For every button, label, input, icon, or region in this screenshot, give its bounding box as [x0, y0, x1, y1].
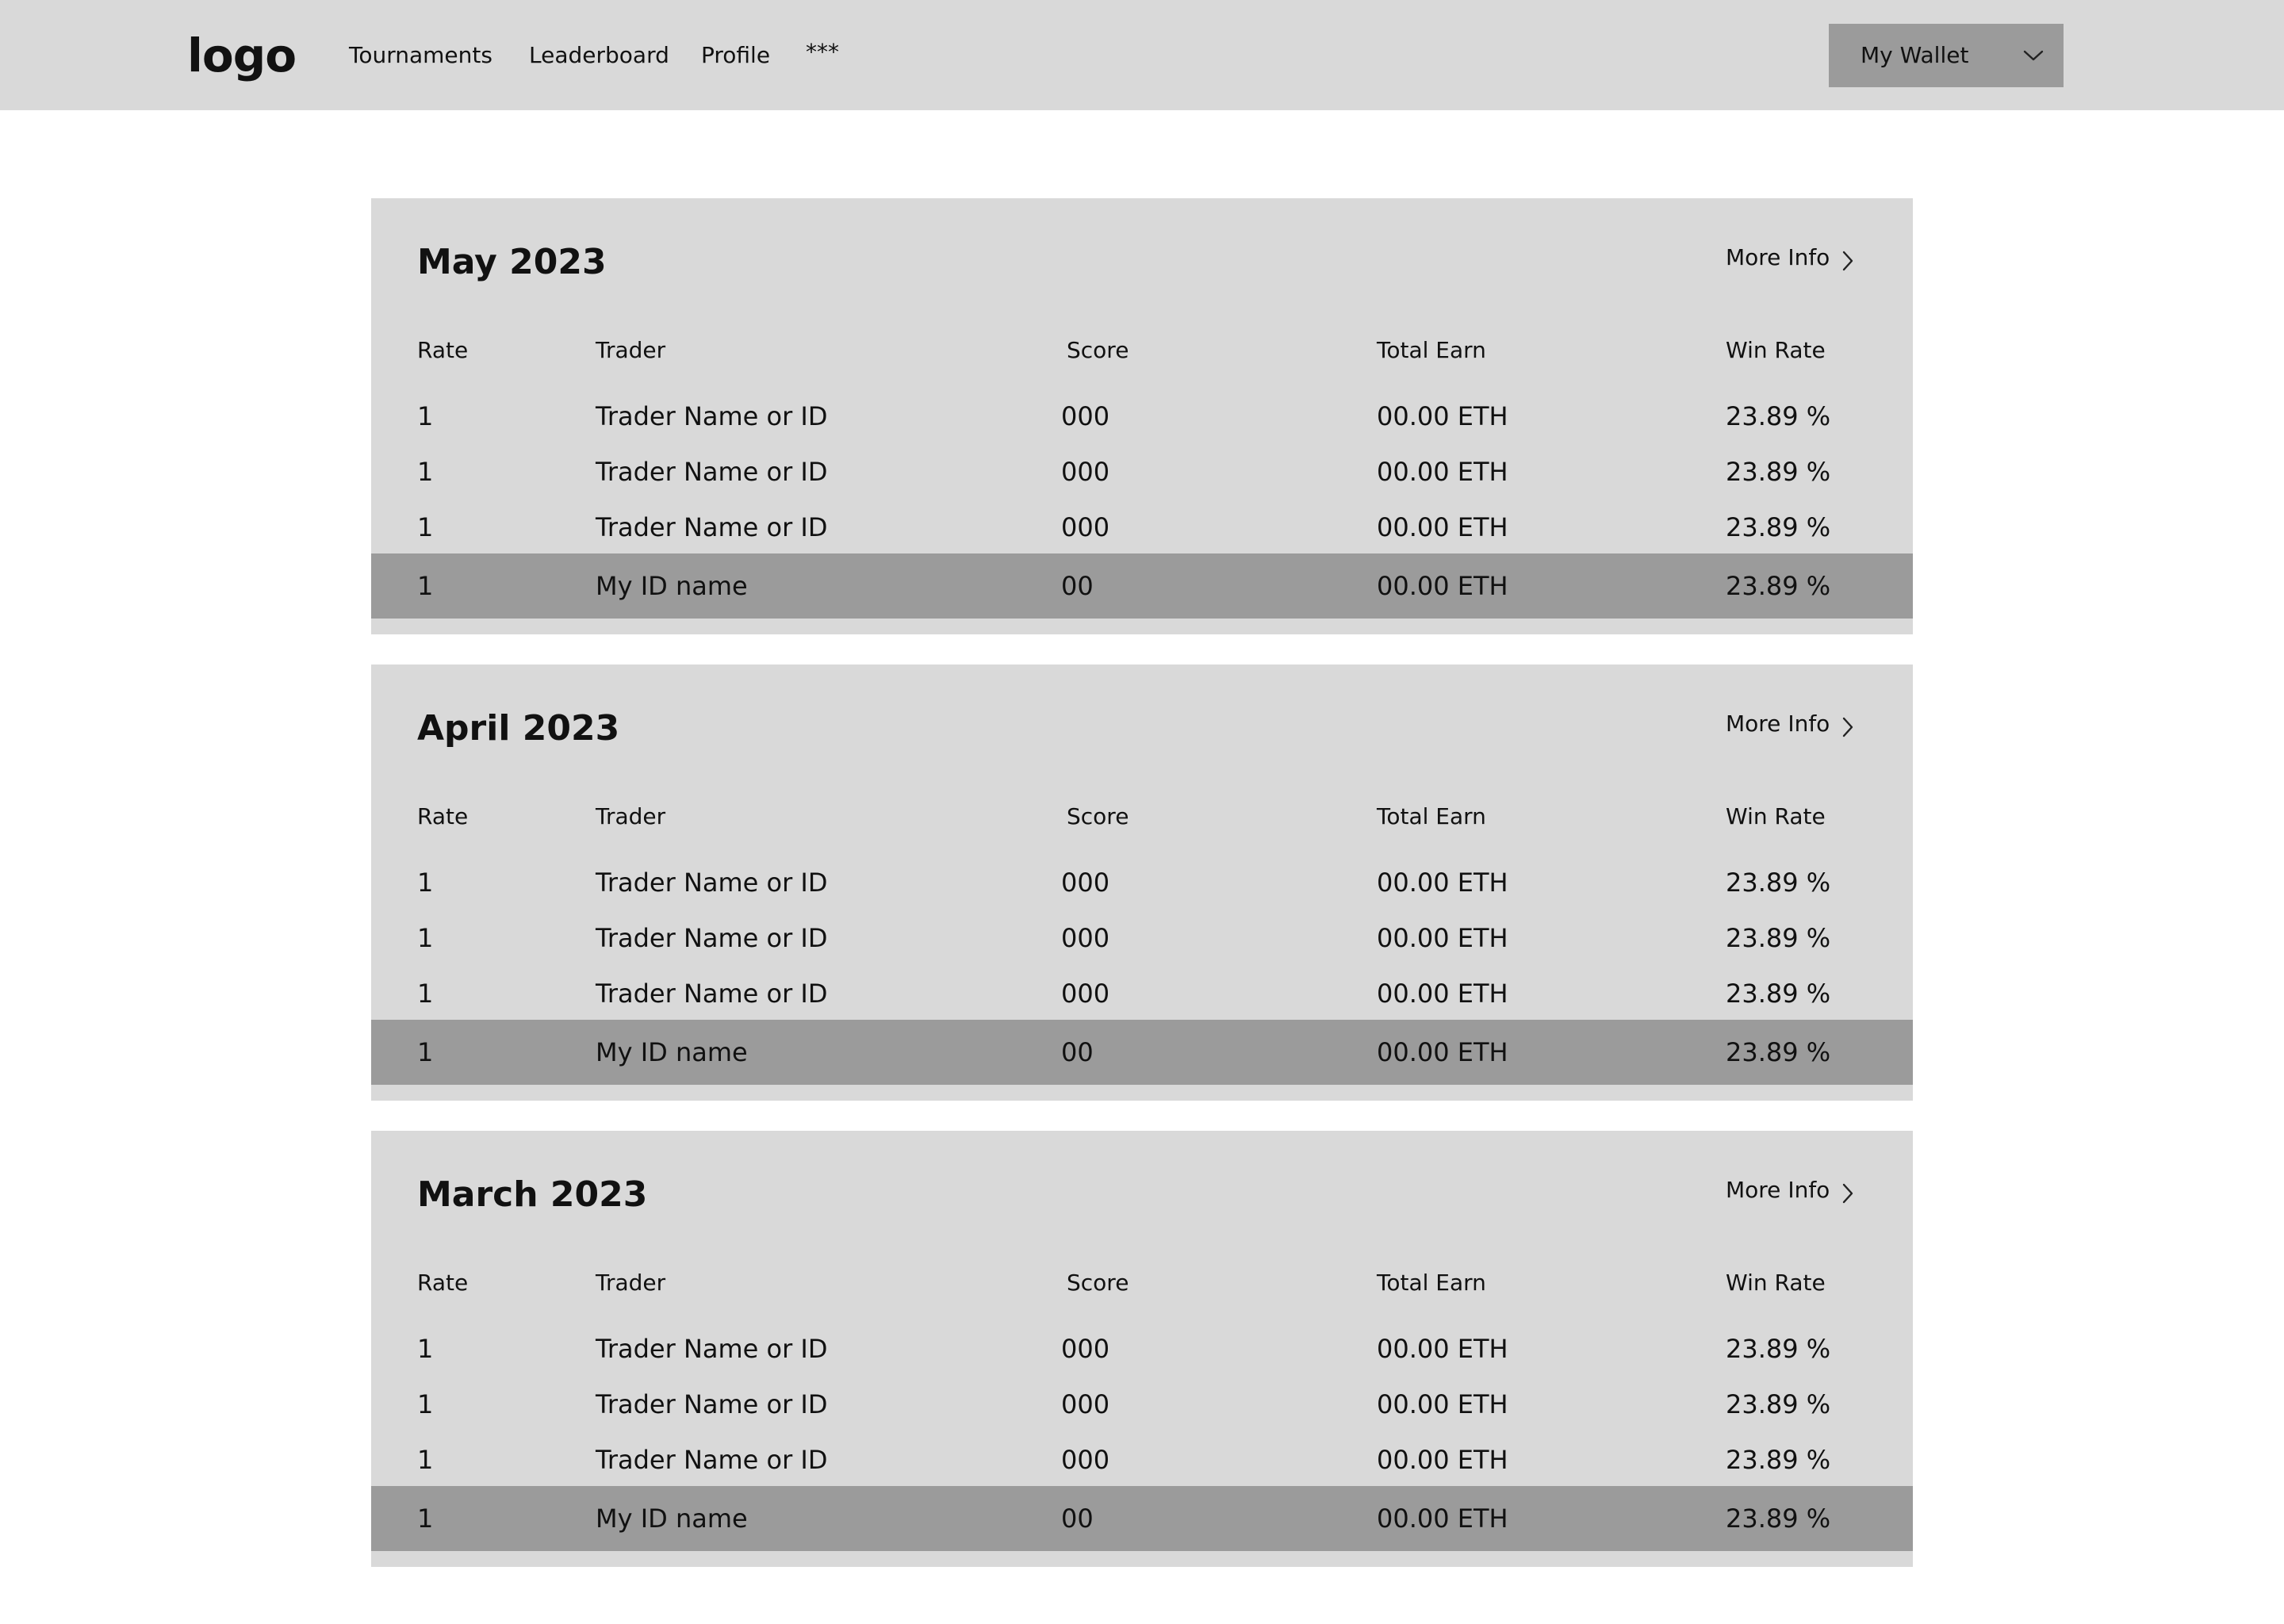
trader-cell: Trader Name or ID	[596, 457, 828, 487]
rate-cell: 1	[417, 1389, 434, 1419]
total-earn-cell: 00.00 ETH	[1377, 1445, 1508, 1475]
logo[interactable]: logo	[187, 29, 297, 82]
total-earn-cell: 00.00 ETH	[1377, 979, 1508, 1009]
trader-cell: My ID name	[596, 1037, 748, 1067]
nav-link-tournaments[interactable]: Tournaments	[349, 42, 492, 68]
my-wallet-dropdown[interactable]	[1829, 24, 2064, 87]
win-rate-cell: 23.89 %	[1726, 1503, 1831, 1534]
column-header-win-rate: Win Rate	[1726, 803, 1826, 829]
top-navigation-bar	[0, 0, 2284, 110]
win-rate-cell: 23.89 %	[1726, 923, 1831, 953]
win-rate-cell: 23.89 %	[1726, 457, 1831, 487]
leaderboard-card	[371, 665, 1913, 1101]
trader-cell: My ID name	[596, 1503, 748, 1534]
table-row[interactable]	[371, 444, 1913, 500]
total-earn-cell: 00.00 ETH	[1377, 1503, 1508, 1534]
column-header-total-earn: Total Earn	[1377, 803, 1486, 829]
total-earn-cell: 00.00 ETH	[1377, 571, 1508, 601]
table-row[interactable]	[371, 966, 1913, 1021]
total-earn-cell: 00.00 ETH	[1377, 868, 1508, 898]
column-header-rate: Rate	[417, 803, 469, 829]
total-earn-cell: 00.00 ETH	[1377, 1334, 1508, 1364]
total-earn-cell: 00.00 ETH	[1377, 401, 1508, 431]
rate-cell: 1	[417, 457, 434, 487]
table-row[interactable]	[371, 389, 1913, 444]
win-rate-cell: 23.89 %	[1726, 571, 1831, 601]
rate-cell: 1	[417, 868, 434, 898]
my-rank-row[interactable]	[371, 1486, 1913, 1551]
score-cell: 000	[1061, 1389, 1110, 1419]
trader-cell: Trader Name or ID	[596, 1334, 828, 1364]
nav-more-menu[interactable]: ***	[806, 39, 839, 65]
column-header-trader: Trader	[596, 803, 666, 829]
card-title: March 2023	[417, 1174, 648, 1215]
my-rank-row[interactable]	[371, 1020, 1913, 1085]
win-rate-cell: 23.89 %	[1726, 512, 1831, 542]
column-header-trader: Trader	[596, 1270, 666, 1296]
score-cell: 00	[1061, 571, 1094, 601]
more-info-link[interactable]	[1726, 708, 1855, 740]
win-rate-cell: 23.89 %	[1726, 1389, 1831, 1419]
score-cell: 00	[1061, 1503, 1094, 1534]
score-cell: 00	[1061, 1037, 1094, 1067]
column-header-win-rate: Win Rate	[1726, 337, 1826, 363]
trader-cell: Trader Name or ID	[596, 1389, 828, 1419]
total-earn-cell: 00.00 ETH	[1377, 512, 1508, 542]
win-rate-cell: 23.89 %	[1726, 979, 1831, 1009]
leaderboard-card	[371, 1131, 1913, 1567]
column-header-total-earn: Total Earn	[1377, 1270, 1486, 1296]
total-earn-cell: 00.00 ETH	[1377, 923, 1508, 953]
more-info-label: More Info	[1726, 710, 1830, 737]
more-info-label: More Info	[1726, 1177, 1830, 1203]
score-cell: 000	[1061, 457, 1110, 487]
total-earn-cell: 00.00 ETH	[1377, 1389, 1508, 1419]
table-row[interactable]	[371, 1432, 1913, 1488]
column-header-rate: Rate	[417, 1270, 469, 1296]
leaderboard-card	[371, 198, 1913, 634]
trader-cell: Trader Name or ID	[596, 1445, 828, 1475]
score-cell: 000	[1061, 1445, 1110, 1475]
nav-link-leaderboard[interactable]: Leaderboard	[529, 42, 669, 68]
chevron-right-icon	[1841, 716, 1855, 738]
score-cell: 000	[1061, 923, 1110, 953]
trader-cell: Trader Name or ID	[596, 401, 828, 431]
table-row[interactable]	[371, 910, 1913, 966]
trader-cell: Trader Name or ID	[596, 979, 828, 1009]
total-earn-cell: 00.00 ETH	[1377, 1037, 1508, 1067]
column-header-score: Score	[1067, 1270, 1129, 1296]
rate-cell: 1	[417, 1445, 434, 1475]
table-row[interactable]	[371, 500, 1913, 555]
card-title: April 2023	[417, 708, 620, 749]
table-row[interactable]	[371, 855, 1913, 910]
more-info-label: More Info	[1726, 244, 1830, 270]
win-rate-cell: 23.89 %	[1726, 401, 1831, 431]
chevron-down-icon	[2022, 48, 2044, 63]
trader-cell: My ID name	[596, 571, 748, 601]
nav-link-profile[interactable]: Profile	[701, 42, 771, 68]
win-rate-cell: 23.89 %	[1726, 1445, 1831, 1475]
rate-cell: 1	[417, 401, 434, 431]
win-rate-cell: 23.89 %	[1726, 868, 1831, 898]
rate-cell: 1	[417, 979, 434, 1009]
win-rate-cell: 23.89 %	[1726, 1334, 1831, 1364]
more-info-link[interactable]	[1726, 1174, 1855, 1206]
table-row[interactable]	[371, 1321, 1913, 1377]
wallet-label: My Wallet	[1861, 42, 1969, 68]
score-cell: 000	[1061, 401, 1110, 431]
rate-cell: 1	[417, 512, 434, 542]
win-rate-cell: 23.89 %	[1726, 1037, 1831, 1067]
rate-cell: 1	[417, 571, 434, 601]
score-cell: 000	[1061, 512, 1110, 542]
table-row[interactable]	[371, 1377, 1913, 1432]
column-header-win-rate: Win Rate	[1726, 1270, 1826, 1296]
rate-cell: 1	[417, 923, 434, 953]
trader-cell: Trader Name or ID	[596, 923, 828, 953]
column-header-trader: Trader	[596, 337, 666, 363]
chevron-right-icon	[1841, 1182, 1855, 1205]
card-title: May 2023	[417, 242, 607, 282]
rate-cell: 1	[417, 1503, 434, 1534]
column-header-score: Score	[1067, 337, 1129, 363]
trader-cell: Trader Name or ID	[596, 512, 828, 542]
rate-cell: 1	[417, 1037, 434, 1067]
my-rank-row[interactable]	[371, 553, 1913, 619]
column-header-total-earn: Total Earn	[1377, 337, 1486, 363]
column-header-score: Score	[1067, 803, 1129, 829]
more-info-link[interactable]	[1726, 242, 1855, 274]
column-header-rate: Rate	[417, 337, 469, 363]
chevron-right-icon	[1841, 250, 1855, 272]
rate-cell: 1	[417, 1334, 434, 1364]
score-cell: 000	[1061, 868, 1110, 898]
score-cell: 000	[1061, 979, 1110, 1009]
trader-cell: Trader Name or ID	[596, 868, 828, 898]
score-cell: 000	[1061, 1334, 1110, 1364]
total-earn-cell: 00.00 ETH	[1377, 457, 1508, 487]
